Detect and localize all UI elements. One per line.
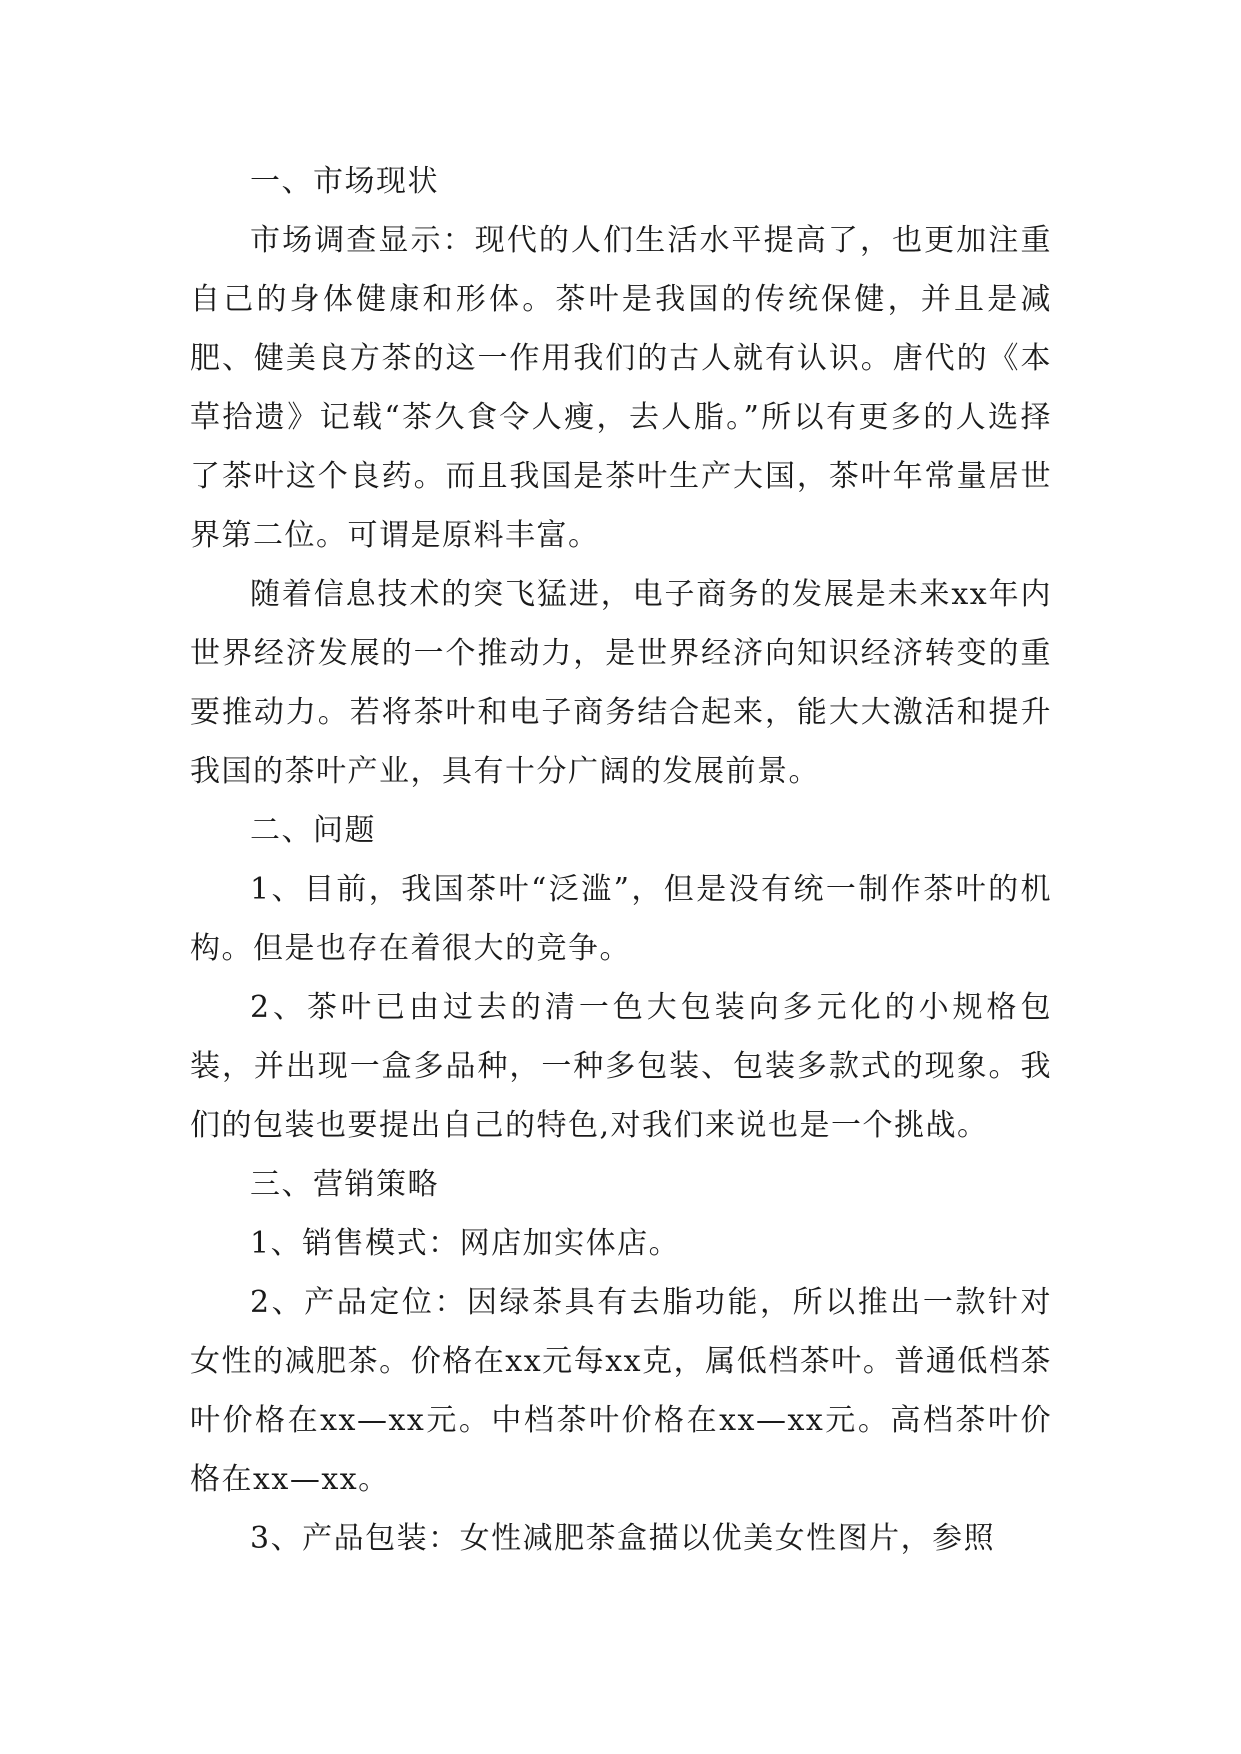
paragraph-ecommerce: 随着信息技术的突飞猛进，电子商务的发展是未来xx年内世界经济发展的一个推动力，是世界经济向知识经济转变的重要推动力。若将茶叶和电子商务结合起来，能大大激活和提升我国的茶叶产业，具有十分广阔的发展前景。 [190, 577, 1052, 789]
paragraph-problem-2: 2、茶叶已由过去的清一色大包装向多元化的小规格包装，并出现一盒多品种，一种多包装、包装多款式的现象。我们的包装也要提出自己的特色,对我们来说也是一个挑战。 [190, 990, 1052, 1143]
paragraph-strategy-3: 3、产品包装：女性减肥茶盒描以优美女性图片，参照 [250, 1521, 996, 1556]
section-heading-marketing-strategy: 三、营销策略 [250, 1167, 439, 1202]
document-body [190, 152, 1052, 1568]
paragraph-strategy-1: 1、销售模式：网店加实体店。 [250, 1226, 681, 1261]
paragraph-strategy-2: 2、产品定位：因绿茶具有去脂功能，所以推出一款针对女性的减肥茶。价格在xx元每xx克，属低档茶叶。普通低档茶叶价格在xx—xx元。中档茶叶价格在xx—xx元。高档茶叶价格在xx—xx。 [190, 1285, 1052, 1497]
paragraph-problem-1: 1、目前，我国茶叶“泛滥”，但是没有统一制作茶叶的机构。但是也存在着很大的竞争。 [190, 872, 1052, 966]
section-heading-market-status: 一、市场现状 [250, 164, 439, 199]
paragraph-market-survey: 市场调查显示：现代的人们生活水平提高了，也更加注重自己的身体健康和形体。茶叶是我国的传统保健，并且是减肥、健美良方茶的这一作用我们的古人就有认识。唐代的《本草拾遗》记载“茶久食令人瘦，去人脂。”所以有更多的人选择了茶叶这个良药。而且我国是茶叶生产大国，茶叶年常量居世界第二位。可谓是原料丰富。 [190, 223, 1052, 553]
section-heading-problems: 二、问题 [250, 813, 376, 848]
